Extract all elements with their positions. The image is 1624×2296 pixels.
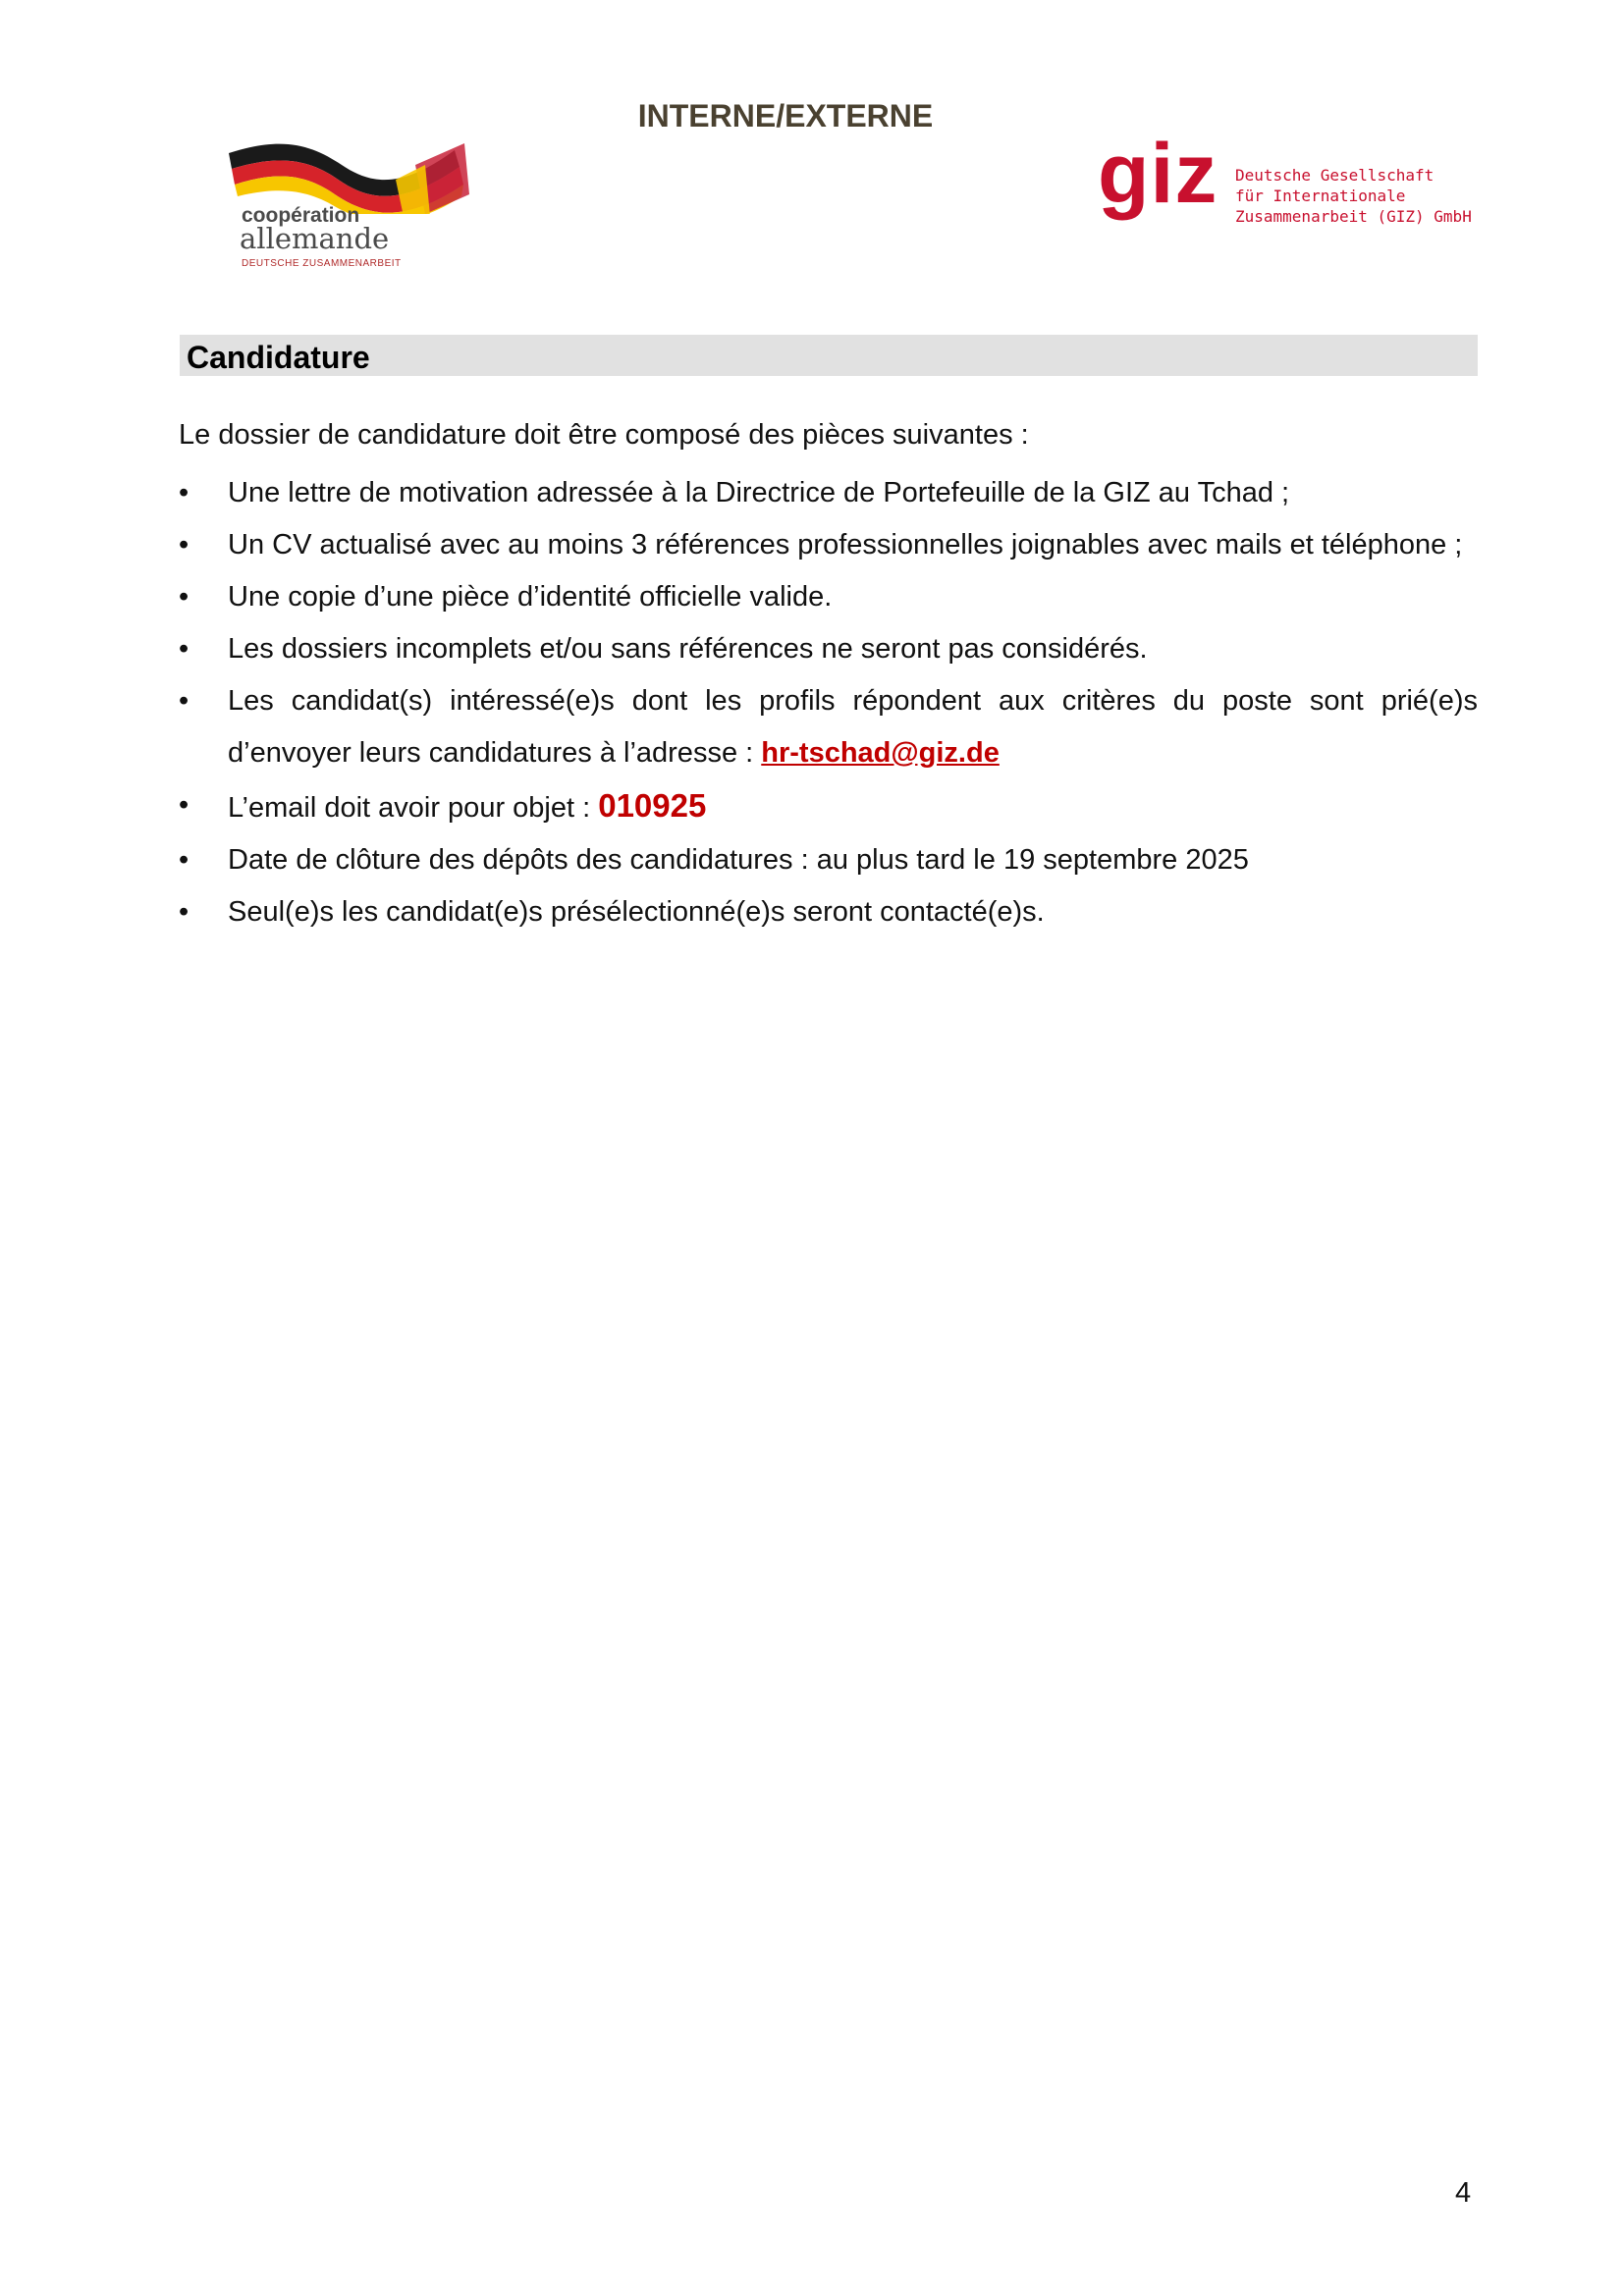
list-item-text: Les dossiers incomplets et/ou sans références ne seront pas considérés. bbox=[228, 633, 1148, 665]
bullet-icon: • bbox=[179, 529, 189, 561]
bullet-icon: • bbox=[179, 789, 189, 821]
list-item-text: Seul(e)s les candidat(e)s présélectionné(e)s seront contacté(e)s. bbox=[228, 896, 1045, 928]
giz-name-line-1: Deutsche Gesellschaft bbox=[1235, 166, 1435, 185]
list-item bbox=[177, 519, 1478, 571]
list-item-text: L’email doit avoir pour objet : bbox=[228, 792, 599, 824]
giz-company-name bbox=[1235, 165, 1472, 227]
list-item-text: Un CV actualisé avec au moins 3 références professionnelles joignables avec mails et téléphone ; bbox=[228, 529, 1463, 561]
list-item-text: Une lettre de motivation adressée à la Directrice de Portefeuille de la GIZ au Tchad ; bbox=[228, 477, 1290, 508]
list-item bbox=[177, 675, 1478, 779]
section-intro-text: Le dossier de candidature doit être composé des pièces suivantes : bbox=[179, 419, 1029, 451]
bullet-icon: • bbox=[179, 844, 189, 876]
bullet-icon: • bbox=[179, 581, 189, 613]
email-subject-code: 010925 bbox=[598, 787, 707, 824]
list-item-text: Les candidat(s) intéressé(e)s dont les profils répondent aux critères du poste sont prié(e)s d’envoyer leurs candidatures à l’adresse : bbox=[228, 685, 1478, 769]
giz-name-line-3: Zusammenarbeit (GIZ) GmbH bbox=[1235, 207, 1472, 226]
logo-text-deutsche-zusammenarbeit: DEUTSCHE ZUSAMMENARBEIT bbox=[242, 258, 402, 269]
logo-text-allemande: allemande bbox=[240, 222, 390, 255]
list-item bbox=[177, 623, 1478, 675]
list-item-text: Date de clôture des dépôts des candidatures : au plus tard le 19 septembre 2025 bbox=[228, 844, 1249, 876]
list-item-text: Une copie d’une pièce d’identité officielle valide. bbox=[228, 581, 833, 613]
cooperation-allemande-logo bbox=[224, 135, 469, 273]
page-number: 4 bbox=[1455, 2177, 1472, 2209]
bullet-icon: • bbox=[179, 896, 189, 928]
giz-wordmark: giz bbox=[1098, 127, 1218, 221]
giz-name-line-2: für Internationale bbox=[1235, 187, 1406, 205]
giz-logo bbox=[1098, 127, 1490, 255]
list-item bbox=[177, 467, 1478, 519]
bullet-icon: • bbox=[179, 633, 189, 665]
list-item bbox=[177, 571, 1478, 623]
list-item bbox=[177, 834, 1478, 886]
section-heading-bar bbox=[180, 335, 1478, 376]
list-item bbox=[177, 886, 1478, 938]
section-title: Candidature bbox=[187, 340, 370, 375]
bullet-icon: • bbox=[179, 477, 189, 508]
requirements-list bbox=[177, 467, 1478, 938]
list-item bbox=[177, 779, 1478, 834]
document-header-title: INTERNE/EXTERNE bbox=[637, 98, 934, 133]
bullet-icon: • bbox=[179, 685, 189, 717]
logo-text-cooperation: coopération bbox=[242, 204, 360, 227]
flag-ribbon-icon bbox=[224, 135, 469, 214]
application-email-link[interactable]: hr-tschad@giz.de bbox=[761, 737, 1000, 769]
